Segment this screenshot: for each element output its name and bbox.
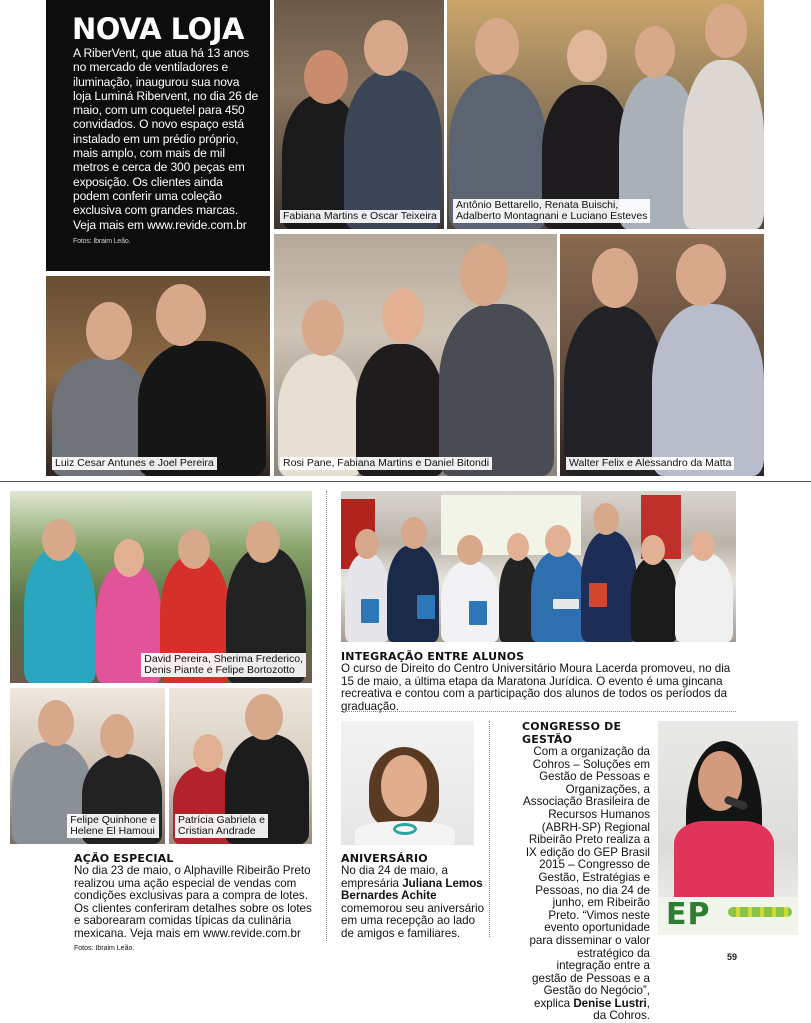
photo-caption: David Pereira, Sherima Frederico, Denis Piante e Felipe Bortozotto — [141, 653, 306, 677]
photo-caption: Fabiana Martins e Oscar Teixeira — [280, 210, 440, 223]
article-body: A RiberVent, que atua há 13 anos no mercado de ventiladores e iluminação, inaugurou sua nova loja Luminá Ribervent, no dia 26 de maio, com um coquetel para 450 convidados. O novo espaço está instalado em um prédio próprio, mais amplo, com mais de mil metros e cerca de 300 peças em exposição. Os clientes ainda podem conferir uma coleção exclusiva com grandes marcas. Veja mais em www.revide.com.br — [73, 46, 259, 232]
page-number: 59 — [726, 952, 737, 962]
section-divider — [0, 481, 811, 482]
photo-denise-speaker — [658, 721, 798, 935]
story-title: INTEGRAÇÃO ENTRE ALUNOS — [341, 650, 525, 663]
photo-walter-alessandro — [560, 234, 764, 476]
photo-group-four — [447, 0, 764, 229]
story-body: No dia 23 de maio, o Alphaville Ribeirão Preto realizou uma ação especial de vendas com condições exclusivas para a compra de lotes. Os clientes conferiram detalhes sobre os lotes e saborearam comidas típicas da culinária mexicana. Veja mais em www.revide.com.br — [74, 864, 312, 940]
integracao-story — [341, 650, 746, 713]
photo-alunos-group — [341, 491, 736, 642]
photo-rosi-fabiana-daniel — [274, 234, 557, 476]
photo-caption: Walter Felix e Alessandro da Matta — [566, 457, 734, 470]
photo-juliana — [341, 721, 474, 845]
aniversario-story — [341, 852, 491, 941]
story-title: CONGRESSO DE GESTÃO — [522, 720, 622, 746]
story-body-start: No dia 24 de maio, a empresária — [341, 864, 448, 890]
photo-patricia-cristian — [169, 688, 312, 844]
photo-caption: Felipe Quinhone e Helene El Hamoui — [67, 814, 159, 838]
photo-caption: Luiz Cesar Antunes e Joel Pereira — [52, 457, 217, 470]
column-divider — [326, 491, 327, 941]
photo-credit: Fotos: Ibraim Leão. — [73, 237, 131, 245]
column-divider — [489, 721, 490, 937]
photo-david-group — [10, 491, 312, 683]
acao-especial-story — [74, 852, 320, 955]
story-title: ANIVERSÁRIO — [341, 852, 428, 865]
story-body-end: , da Cohros. — [593, 996, 650, 1023]
photo-caption: Antônio Bettarello, Renata Buischi, Adalberto Montagnani e Luciano Esteves — [453, 199, 650, 223]
congresso-story — [522, 720, 650, 1023]
photo-fabiana-oscar — [274, 0, 444, 229]
photo-felipe-helene — [10, 688, 165, 844]
story-body: O curso de Direito do Centro Universitário Moura Lacerda promoveu, no dia 15 de maio, a última etapa da Maratona Jurídica. O evento é uma gincana recreativa e contou com a participação dos alunos de todos os períodos da graduação. — [341, 662, 731, 713]
story-body-end: comemorou seu aniversário em uma recepção ao lado de amigos e familiares. — [341, 901, 485, 940]
banner-text: EP — [666, 897, 711, 932]
section-title: NOVA LOJA — [72, 12, 244, 46]
photo-caption: Patrícia Gabriela e Cristian Andrade — [175, 814, 268, 838]
photo-luiz-joel — [46, 276, 270, 476]
story-body: Com a organização da Cohros – Soluções em Gestão de Pessoas e Organizações, a Associação Brasileira de Recursos Humanos (ABRH-SP) Regional Ribeirão Preto realiza a IX edição do GEP Brasil 2015 – Congresso de Gestão, Estratégias e Pessoas, no dia 24 de junho, em Ribeirão Preto. “Vimos neste evento oportunidade para disseminar o valor estratégico da integração entre a gestão de Pessoas e a Gestão do Negócio”, explica — [523, 745, 650, 1010]
story-highlight-name: Denise Lustri — [573, 996, 647, 1010]
story-title: AÇÃO ESPECIAL — [74, 852, 174, 865]
story-highlight-name: Juliana Lemos Bernardes Achite — [341, 876, 483, 903]
row-divider — [341, 711, 736, 712]
nova-loja-text-box — [46, 0, 270, 271]
photo-credit: Fotos: Ibraim Leão. — [74, 944, 135, 952]
photo-caption: Rosi Pane, Fabiana Martins e Daniel Bitondi — [280, 457, 492, 470]
